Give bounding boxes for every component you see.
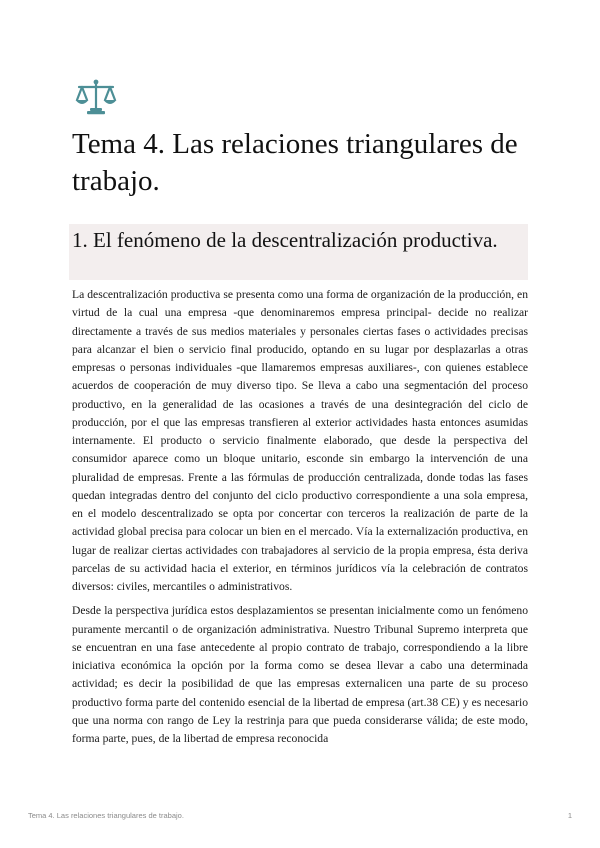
section-heading: 1. El fenómeno de la descentralización productiva. [72, 228, 498, 252]
page-title: Tema 4. Las relaciones triangulares de trabajo. [72, 128, 518, 197]
section-body [72, 286, 528, 754]
paragraph-2: Desde la perspectiva jurídica estos desplazamientos se presentan inicialmente como un fenómeno puramente mercantil o de organización administrativa. Nuestro Tribunal Supremo interpreta que se encuentran en una fase antecedente al propio contrato de trabajo, correspondiendo a la libre iniciativa económica la opción por la forma como se desea llevar a cabo una determinada actividad; es decir la posibilidad de que las empresas externalicen una parte de su proceso productivo forma parte del contenido esencial de la libertad de empresa (art.38 CE) y es necesario que una norma con rango de Ley la restrinja para que pueda considerarse válida; de este modo, forma parte, pues, de la libertad de empresa reconocida [72, 604, 528, 745]
footer-page-number: 1 [567, 811, 572, 820]
paragraph-1: La descentralización productiva se presenta como una forma de organización de la producción, en virtud de la cual una empresa -que denominaremos empresa principal- decide no realizar directamente a través de sus medios materiales y personales ciertas fases o actividades precisas para alcanzar el bien o servicio final producido, optando en su lugar por desplazarlas a otras empresas o personas individuales -que llamaremos empresas auxiliares-, con quienes establece acuerdos de cooperación de muy diverso tipo. Se lleva a cabo una segmentación del proceso productivo, en la generalidad de las ocasiones a través de una desintegración del ciclo de producción, por el que las empresas transfieren al exterior actividades hasta entonces asumidas internamente. El producto o servicio finalmente elaborado, que desde la perspectiva del consumidor aparece como un bloque unitario, esconde sin embargo la intervención de una pluralidad de empresas. Frente a las fórmulas de producción centralizada, donde todas las fases quedan integradas dentro del conjunto del ciclo productivo correspondiente a una sola empresa, en el modelo descentralizado se opta por concertar con terceros la realización de parte de la actividad global precisa para colocar un bien en el mercado. Vía la externalización productiva, en lugar de realizar ciertas actividades con trabajadores al servicio de la propia empresa, ésta deriva parcelas de su actividad hacia el exterior, en términos jurídicos vía la celebración de contratos diversos: civiles, mercantiles o administrativos. [72, 288, 528, 593]
section-heading-box [69, 224, 528, 280]
scales-of-justice-icon [74, 78, 118, 118]
footer-title: Tema 4. Las relaciones triangulares de trabajo. [28, 811, 184, 820]
